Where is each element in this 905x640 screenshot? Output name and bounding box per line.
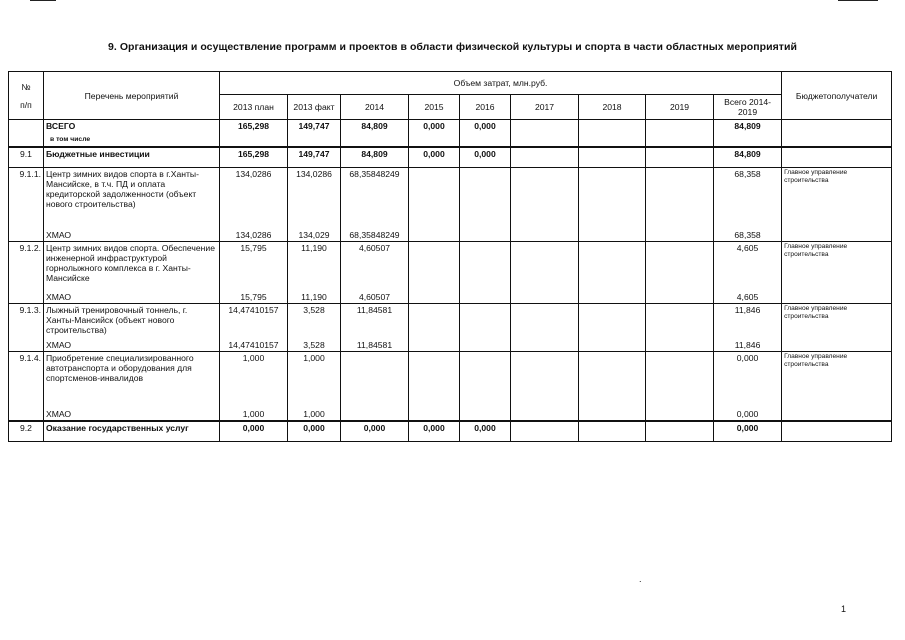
value-cell <box>460 120 511 148</box>
sub-value-text: 11,190 <box>301 291 327 302</box>
value-text: 0,000 <box>423 149 445 159</box>
value-cell <box>579 147 646 167</box>
sub-value-text: 14,47410157 <box>228 339 279 350</box>
value-text: 0,000 <box>474 149 496 159</box>
value-text: 68,35848249 <box>349 168 400 179</box>
value-cell <box>579 241 646 303</box>
value-cell <box>511 167 579 241</box>
row-code: 9.2 <box>9 421 44 441</box>
sub-value-text: 1,000 <box>242 409 265 419</box>
row-code <box>9 120 44 148</box>
value-cell <box>714 167 782 241</box>
value-cell <box>460 241 511 303</box>
row-code: 9.1 <box>9 147 44 167</box>
value-cell <box>511 241 579 303</box>
row-name-text: Приобретение специализированного автотранспорта и оборудования для спортсменов-инвалидов <box>46 352 194 383</box>
header-year: 2017 <box>511 95 579 120</box>
value-cell <box>460 421 511 441</box>
header-num: № п/п <box>9 72 44 120</box>
table-row <box>9 120 892 148</box>
value-cell <box>511 351 579 421</box>
value-cell <box>511 303 579 351</box>
value-cell <box>220 241 288 303</box>
header-year: 2013 план <box>220 95 288 120</box>
row-name-text: Бюджетные инвестиции <box>46 149 150 159</box>
sub-value-text: 134,0286 <box>235 229 272 240</box>
row-name <box>44 241 220 303</box>
sub-value-text: 0,000 <box>736 409 759 419</box>
value-cell <box>288 120 341 148</box>
sub-value-text: 11,846 <box>734 339 761 350</box>
value-cell <box>579 421 646 441</box>
row-name-text: ВСЕГО <box>46 121 76 131</box>
value-text: 68,358 <box>734 168 761 179</box>
header-year: 2014 <box>341 95 409 120</box>
row-code: 9.1.3. <box>9 303 44 351</box>
value-cell <box>288 421 341 441</box>
row-name <box>44 167 220 241</box>
value-cell <box>220 147 288 167</box>
value-cell <box>460 351 511 421</box>
row-recipient <box>782 421 892 441</box>
table-row <box>9 241 892 303</box>
row-recipient: Главное управление строительства <box>782 167 892 241</box>
table-row <box>9 421 892 441</box>
value-cell <box>341 147 409 167</box>
value-cell <box>646 241 714 303</box>
value-cell <box>579 120 646 148</box>
row-name <box>44 351 220 421</box>
value-cell <box>714 120 782 148</box>
table-row <box>9 167 892 241</box>
value-cell <box>220 120 288 148</box>
value-cell <box>341 120 409 148</box>
value-cell <box>409 303 460 351</box>
value-cell <box>460 303 511 351</box>
value-cell <box>220 351 288 421</box>
header-list: Перечень мероприятий <box>44 72 220 120</box>
header-year: 2016 <box>460 95 511 120</box>
row-subtitle: в том числе <box>50 136 91 143</box>
header-year: 2018 <box>579 95 646 120</box>
value-cell <box>341 241 409 303</box>
row-sub-name: ХМАО <box>46 229 72 240</box>
row-name-text: Центр зимних видов спорта. Обеспечение инженерной инфраструктурой горнолыжного комплекса в г. Ханты-Мансийске <box>46 242 216 283</box>
value-text: 0,000 <box>736 352 759 363</box>
value-cell <box>341 351 409 421</box>
row-name <box>44 147 220 167</box>
sub-value-text: 11,84581 <box>356 339 393 350</box>
value-cell <box>646 351 714 421</box>
value-cell <box>460 147 511 167</box>
value-cell <box>288 147 341 167</box>
row-recipient <box>782 120 892 148</box>
row-code: 9.1.4. <box>9 351 44 421</box>
value-cell <box>220 303 288 351</box>
row-name <box>44 303 220 351</box>
value-text: 1,000 <box>242 352 265 363</box>
row-name-text: Центр зимних видов спорта в г.Ханты-Мансийске, в т.ч. ПД и оплата кредиторской задолженности (объект нового строительства) <box>46 168 199 209</box>
value-cell <box>714 421 782 441</box>
value-text: 0,000 <box>363 423 386 433</box>
value-cell <box>341 167 409 241</box>
value-text: 165,298 <box>237 149 270 159</box>
value-cell <box>220 167 288 241</box>
value-cell <box>288 167 341 241</box>
value-text: 134,0286 <box>235 168 272 179</box>
value-cell <box>579 351 646 421</box>
value-cell <box>646 120 714 148</box>
value-text: 84,809 <box>361 149 388 159</box>
header-year: 2015 <box>409 95 460 120</box>
value-cell <box>460 167 511 241</box>
value-text: 11,84581 <box>356 304 393 315</box>
value-text: 4,60507 <box>358 242 391 253</box>
header-year: Всего 2014-2019 <box>714 95 782 120</box>
value-cell <box>714 351 782 421</box>
value-cell <box>409 147 460 167</box>
value-cell <box>288 351 341 421</box>
value-cell <box>646 303 714 351</box>
value-cell <box>579 303 646 351</box>
value-text: 4,605 <box>736 242 759 253</box>
value-cell <box>646 147 714 167</box>
value-text: 149,747 <box>298 121 330 131</box>
value-text: 14,47410157 <box>228 304 279 315</box>
value-text: 0,000 <box>303 423 325 433</box>
top-left-rule <box>30 0 56 1</box>
value-cell <box>511 147 579 167</box>
value-text: 1,000 <box>303 352 325 363</box>
row-sub-name: ХМАО <box>46 409 72 419</box>
header-recipient: Бюджетополучатели <box>782 72 892 120</box>
value-cell <box>646 167 714 241</box>
value-cell <box>341 421 409 441</box>
row-name <box>44 120 220 148</box>
table-row <box>9 147 892 167</box>
value-cell <box>288 241 341 303</box>
sub-value-text: 68,358 <box>734 229 761 240</box>
sub-value-text: 68,35848249 <box>349 229 400 240</box>
value-text: 84,809 <box>734 149 761 159</box>
value-cell <box>409 241 460 303</box>
row-recipient: Главное управление строительства <box>782 351 892 421</box>
row-code: 9.1.1. <box>9 167 44 241</box>
value-text: 3,528 <box>303 304 325 315</box>
value-cell <box>409 421 460 441</box>
row-recipient: Главное управление строительства <box>782 303 892 351</box>
header-year: 2013 факт <box>288 95 341 120</box>
value-cell <box>511 120 579 148</box>
value-text: 0,000 <box>423 423 445 433</box>
value-text: 84,809 <box>734 121 761 131</box>
value-cell <box>646 421 714 441</box>
value-cell <box>511 421 579 441</box>
sub-value-text: 3,528 <box>303 339 325 350</box>
table-row <box>9 351 892 421</box>
value-cell <box>714 241 782 303</box>
value-cell <box>714 147 782 167</box>
page-number: 1 <box>841 604 847 614</box>
value-text: 0,000 <box>474 121 496 131</box>
section-title: 9. Организация и осуществление программ и проектов в области физической культуры и спорта в части областных мероприятий <box>108 41 797 53</box>
table-row <box>9 303 892 351</box>
top-right-rule <box>838 0 878 1</box>
row-recipient: Главное управление строительства <box>782 241 892 303</box>
value-text: 15,795 <box>240 242 267 253</box>
value-text: 165,298 <box>237 121 270 131</box>
row-recipient <box>782 147 892 167</box>
header-year: 2019 <box>646 95 714 120</box>
row-name-text: Лыжный тренировочный тоннель, г. Ханты-Мансийск (объект нового строительства) <box>46 304 188 335</box>
row-code: 9.1.2. <box>9 241 44 303</box>
value-cell <box>579 167 646 241</box>
value-cell <box>409 167 460 241</box>
value-text: 0,000 <box>736 423 759 433</box>
value-text: 0,000 <box>423 121 445 131</box>
budget-table <box>8 71 892 442</box>
value-text: 84,809 <box>361 121 388 131</box>
sub-value-text: 15,795 <box>240 291 267 302</box>
header-cost: Объем затрат, млн.руб. <box>220 72 782 95</box>
value-text: 11,846 <box>734 304 761 315</box>
sub-value-text: 4,605 <box>736 291 759 302</box>
value-text: 0,000 <box>474 423 496 433</box>
sub-value-text: 4,60507 <box>358 291 391 302</box>
value-cell <box>341 303 409 351</box>
value-text: 0,000 <box>242 423 265 433</box>
value-cell <box>409 351 460 421</box>
value-text: 134,0286 <box>296 168 332 179</box>
value-cell <box>288 303 341 351</box>
sub-value-text: 134,029 <box>298 229 330 240</box>
row-name <box>44 421 220 441</box>
row-sub-name: ХМАО <box>46 339 72 350</box>
row-sub-name: ХМАО <box>46 291 72 302</box>
row-name-text: Оказание государственных услуг <box>46 423 189 433</box>
value-text: 11,190 <box>301 242 327 253</box>
value-cell <box>714 303 782 351</box>
value-text: 149,747 <box>298 149 330 159</box>
stray-mark: . <box>639 574 642 584</box>
sub-value-text: 1,000 <box>303 409 325 419</box>
value-cell <box>409 120 460 148</box>
value-cell <box>220 421 288 441</box>
